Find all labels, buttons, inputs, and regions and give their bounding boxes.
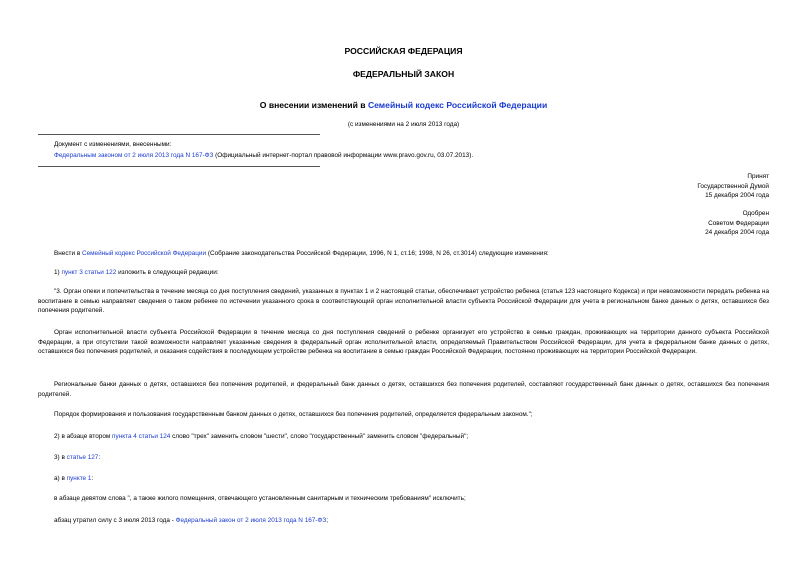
item-1 (54, 268, 219, 278)
divider-bottom (38, 166, 320, 167)
item-1-number: 1) (54, 269, 62, 276)
quoted-paragraph-4: Порядок формирования и пользования государственным банком данных о детях, оставшихся без попечения родителей, определяется федеральным законом."; (54, 411, 533, 418)
item-3a-text: а) в (54, 475, 67, 482)
changes-note-line1: Документ с изменениями, внесенными: (54, 141, 172, 148)
item-2-text-rest: слово "трех" заменить словом "шести", слово "государственный" заменить словом "федеральный"; (170, 433, 469, 440)
approved-label: Одобрен (742, 210, 769, 217)
edition-note: (с изменениями на 2 июля 2013 года) (347, 121, 460, 128)
changes-note-line2 (54, 151, 473, 161)
item-1-text: изложить в следующей редакции: (116, 269, 219, 276)
item-3a-paragraph: в абзаце девятом слова ", а также жилого помещения, отвечающего установленным санитарным и техническим требованиям" исключить; (54, 495, 466, 502)
accepted-date: 15 декабря 2004 года (705, 192, 769, 200)
intro-text-rest: (Собрание законодательства Российской Федерации, 1996, N 1, ст.16; 1998, N 26, ст.3014) следующие изменения: (206, 250, 549, 257)
title-federal-law: ФЕДЕРАЛЬНЫЙ ЗАКОН (352, 69, 455, 79)
quoted-paragraph-1: "3. Орган опеки и попечительства в течение месяца со дня поступления сведений, указанных в пунктах 1 и 2 настоящей статьи, обеспечивает устройство ребенка (статья 123 настоящего Кодекса) и при невозможности передать ребенка на воспитание в семью направляет сведения о таком ребенке по истечении указанного срока в соответствующий орган исполнительной власти субъекта Российской Федерации для учета в региональном банке данных о детях, оставшихся без попечения родителей. (38, 288, 769, 315)
divider-top (38, 134, 320, 135)
family-code-link-2[interactable]: Семейный кодекс Российской Федерации (81, 250, 207, 257)
law-167-link[interactable]: Федеральным законом от 2 июля 2013 года N 167-ФЗ (54, 152, 214, 159)
changes-note-source: (Официальный интернет-портал правовой информации www.pravo.gov.ru, 03.07.2013). (213, 152, 474, 159)
repealed-note (54, 516, 328, 526)
approved-date: 24 декабря 2004 года (705, 229, 769, 237)
item-2-text: 2) в абзаце втором (54, 433, 113, 440)
article-127-link[interactable]: статье 127 (66, 454, 99, 461)
accepted-label: Принят (747, 173, 769, 180)
item-3-colon: : (98, 454, 101, 461)
family-code-link[interactable]: Семейный кодекс Российской Федерации (367, 100, 548, 110)
quoted-paragraph-3: Региональные банки данных о детях, оставшихся без попечения родителей, и федеральный банк данных о детях, оставшихся без попечения родителей, составляют государственный банк данных о детях, оставшихся без попечения родителей. (38, 381, 769, 398)
law-subtitle (0, 100, 807, 110)
article-124-link[interactable]: пункта 4 статьи 124 (112, 433, 171, 440)
point-1-link[interactable]: пункте 1 (66, 475, 92, 482)
item-3-text: 3) в (54, 454, 67, 461)
law-167-link-2[interactable]: Федеральный закон от 2 июля 2013 года N 167-ФЗ (175, 517, 327, 524)
intro-paragraph (54, 249, 769, 259)
intro-text: Внести в (54, 250, 82, 257)
item-2 (54, 432, 468, 442)
accepted-body: Государственной Думой (697, 182, 769, 190)
quoted-paragraph-2: Орган исполнительной власти субъекта Российской Федерации в течение месяца со дня поступления сведений о ребенке организует его устройство в семью граждан, проживающих на территории данного субъекта Российской Федерации, а при отсутствии такой возможности направляет указанные сведения в федеральный орган исполнительной власти, определяемый Правительством Российской Федерации, для учета в федеральном банке данных о детях, оставшихся без попечения родителей, и оказания содействия в последующем устройстве ребенка на воспитание в семью граждан Российской Федерации, постоянно проживающих на территории Российской Федерации. (38, 329, 769, 356)
repealed-text: абзац утратил силу с 3 июля 2013 года - (54, 517, 176, 524)
adoption-accepted (697, 172, 769, 201)
adoption-approved (705, 209, 769, 238)
article-122-link[interactable]: пункт 3 статьи 122 (61, 269, 117, 276)
subtitle-text: О внесении изменений в (259, 100, 368, 110)
title-russian-federation: РОССИЙСКАЯ ФЕДЕРАЦИЯ (344, 46, 463, 56)
repealed-semicolon: ; (326, 517, 328, 524)
item-3 (54, 453, 100, 463)
item-3a-colon: : (91, 475, 94, 482)
approved-body: Советом Федерации (708, 219, 769, 227)
item-3a (54, 474, 93, 484)
